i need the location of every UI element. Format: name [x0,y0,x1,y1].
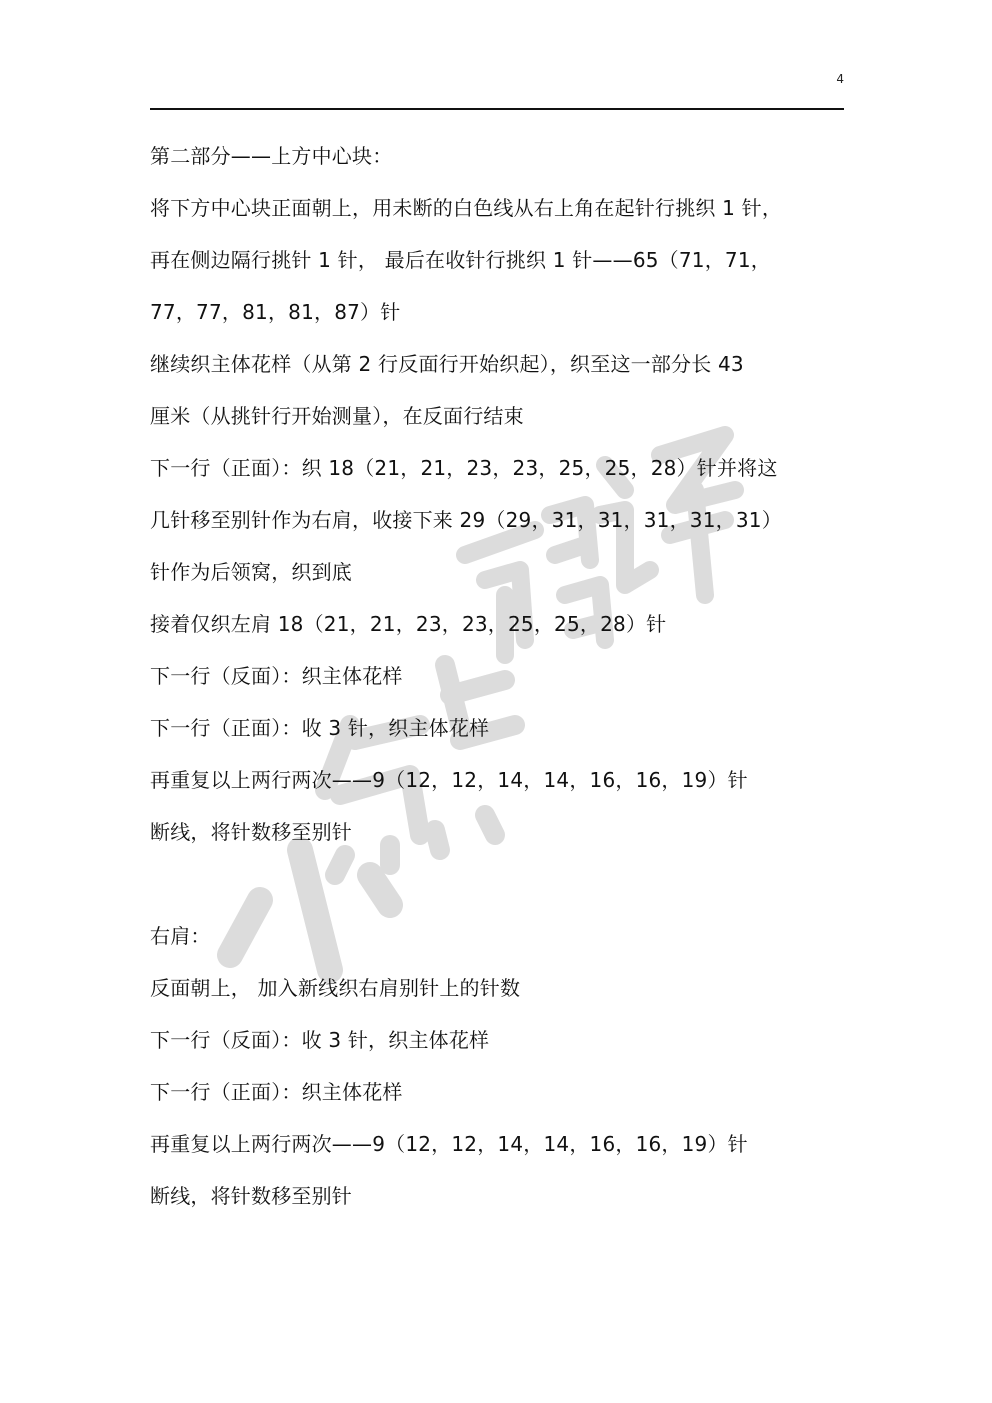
header-rule [150,108,844,110]
text-line: 下一行（反面）：收 3 针，织主体花样 [150,1028,490,1052]
text-line: 再在侧边隔行挑针 1 针， 最后在收针行挑织 1 针——65（71，71， [150,248,771,272]
text-line: 接着仅织左肩 18（21，21，23，23，25，25，28）针 [150,612,667,636]
text-line: 下一行（反面）：织主体花样 [150,664,403,688]
text-line: 再重复以上两行两次——9（12，12，14，14，16，16，19）针 [150,768,748,792]
text-line: 反面朝上， 加入新线织右肩别针上的针数 [150,976,521,1000]
text-line: 将下方中心块正面朝上，用未断的白色线从右上角在起针行挑织 1 针， [150,196,783,220]
text-line: 下一行（正面）：织主体花样 [150,1080,403,1104]
text-line: 针作为后领窝，织到底 [150,560,352,584]
page-number: 4 [836,72,844,86]
text-line: 几针移至别针作为右肩，收接下来 29（29，31，31，31，31，31） [150,508,782,532]
page-content [150,130,870,1222]
text-line: 再重复以上两行两次——9（12，12，14，14，16，16，19）针 [150,1132,748,1156]
section-heading: 右肩： [150,924,211,948]
text-line: 77，77，81，81，87）针 [150,300,401,324]
text-line: 下一行（正面）：织 18（21，21，23，23，25，25，28）针并将这 [150,456,778,480]
text-line: 断线，将针数移至别针 [150,820,352,844]
text-line: 厘米（从挑针行开始测量），在反面行结束 [150,404,524,428]
text-line: 断线，将针数移至别针 [150,1184,352,1208]
section-heading: 第二部分——上方中心块： [150,144,393,168]
blank-line [150,858,870,910]
text-line: 下一行（正面）：收 3 针，织主体花样 [150,716,490,740]
text-line: 继续织主体花样（从第 2 行反面行开始织起），织至这一部分长 43 [150,352,744,376]
